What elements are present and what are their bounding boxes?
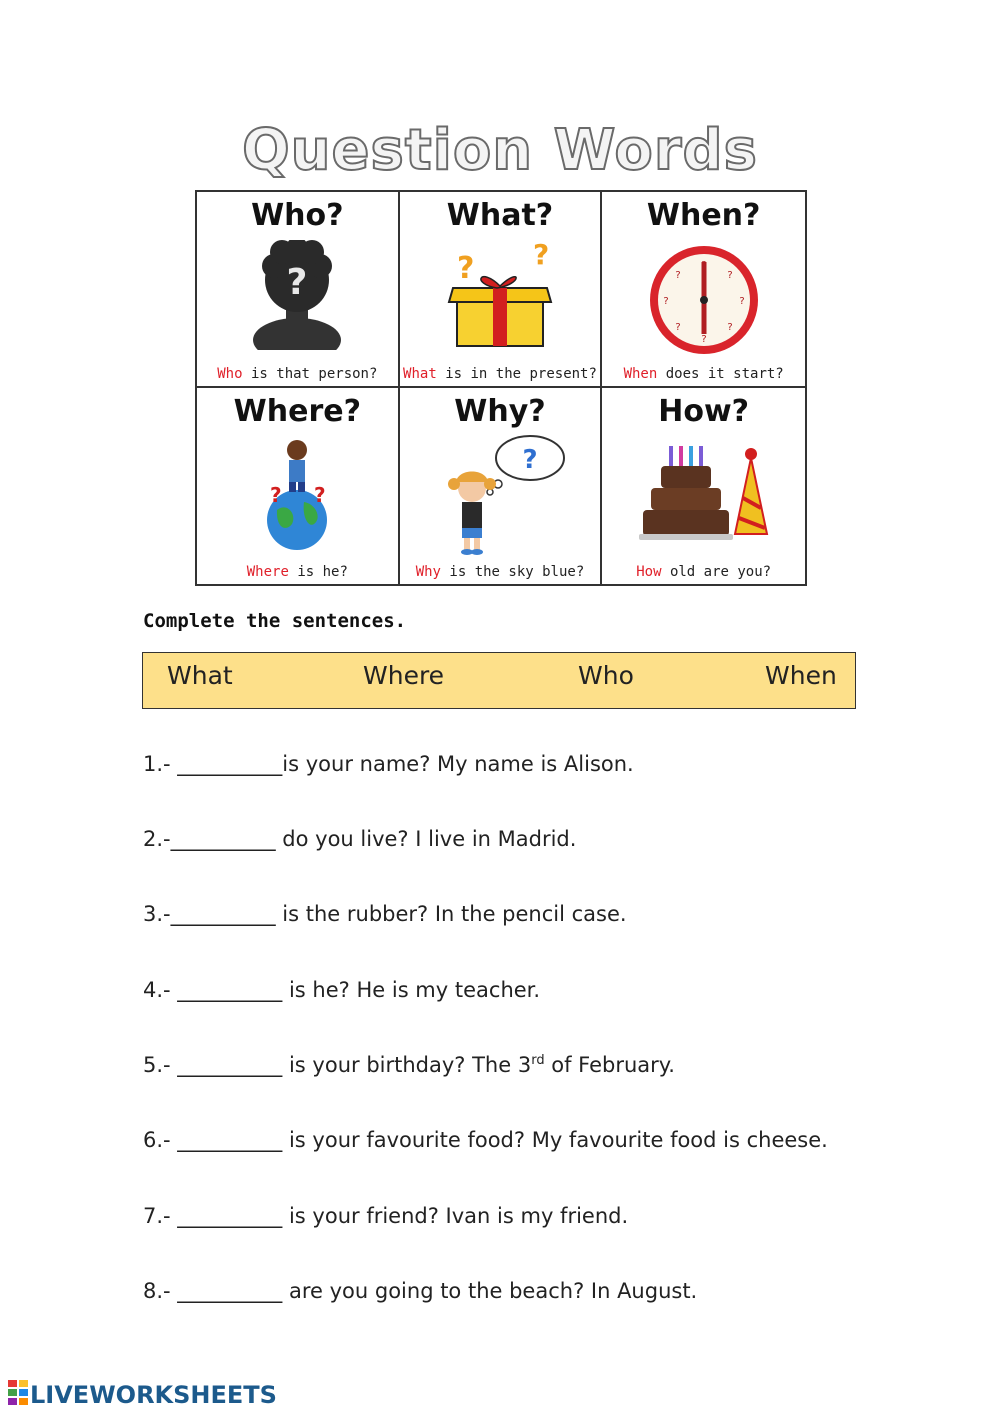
instruction-text: Complete the sentences.: [143, 610, 407, 632]
word-bank-item: Who: [578, 661, 634, 690]
svg-text:?: ?: [314, 483, 326, 507]
card-caption: Where is he?: [246, 564, 348, 580]
card-caption: When does it start?: [623, 366, 784, 382]
answer-blank[interactable]: __________: [170, 827, 276, 851]
card-heading: When?: [646, 198, 761, 233]
word-bank-item: Where: [363, 661, 445, 690]
answer-blank[interactable]: __________: [177, 752, 283, 776]
answer-blank[interactable]: __________: [177, 1204, 283, 1228]
sentence-8: 8.- __________ are you going to the beach? In August.: [143, 1279, 698, 1303]
card-caption: Who is that person?: [217, 366, 378, 382]
svg-text:?: ?: [675, 270, 681, 281]
answer-blank[interactable]: __________: [170, 902, 276, 926]
card-heading: Where?: [233, 394, 361, 429]
person-silhouette-icon: [242, 240, 352, 354]
birthday-cake-icon: [639, 438, 769, 552]
card-when: [602, 192, 805, 388]
card-caption: What is in the present?: [403, 366, 597, 382]
liveworksheets-logo-icon: [8, 1380, 28, 1410]
sentence-6: 6.- __________ is your favourite food? My favourite food is cheese.: [143, 1128, 828, 1152]
sentence-4: 4.- __________ is he? He is my teacher.: [143, 978, 541, 1002]
svg-text:?: ?: [286, 262, 308, 303]
card-caption: How old are you?: [636, 564, 772, 580]
sentence-2: 2.-__________ do you live? I live in Madrid.: [143, 827, 577, 851]
answer-blank[interactable]: __________: [177, 1279, 283, 1303]
svg-text:?: ?: [727, 270, 733, 281]
svg-text:?: ?: [522, 445, 538, 475]
answer-blank[interactable]: __________: [177, 1053, 283, 1077]
sentence-1: 1.- __________is your name? My name is Alison.: [143, 752, 634, 776]
svg-text:?: ?: [663, 296, 669, 307]
clock-icon: [646, 240, 762, 360]
card-who: [197, 192, 400, 388]
card-heading: Why?: [454, 394, 546, 429]
svg-text:?: ?: [675, 322, 681, 333]
sentence-7: 7.- __________ is your friend? Ivan is my friend.: [143, 1204, 629, 1228]
footer-brand: LIVEWORKSHEETS: [30, 1381, 277, 1409]
card-caption: Why is the sky blue?: [415, 564, 585, 580]
answer-blank[interactable]: __________: [177, 1128, 283, 1152]
svg-text:?: ?: [456, 251, 475, 286]
svg-text:?: ?: [701, 334, 707, 345]
card-how: [602, 388, 805, 584]
svg-text:?: ?: [727, 322, 733, 333]
svg-text:?: ?: [739, 296, 745, 307]
sentence-5: 5.- __________ is your birthday? The 3rd of February.: [143, 1053, 675, 1077]
card-heading: Who?: [251, 198, 344, 233]
card-where: [197, 388, 400, 584]
card-heading: What?: [446, 198, 554, 233]
word-bank: [142, 652, 856, 709]
svg-text:?: ?: [532, 240, 550, 271]
svg-text:?: ?: [270, 483, 282, 507]
gift-box-icon: [435, 240, 565, 354]
sentence-3: 3.-__________ is the rubber? In the pencil case.: [143, 902, 627, 926]
word-bank-item: When: [765, 661, 837, 690]
answer-blank[interactable]: __________: [177, 978, 283, 1002]
thinking-girl-icon: [430, 432, 570, 560]
card-why: [400, 388, 603, 584]
boy-on-globe-icon: [242, 432, 352, 556]
word-bank-item: What: [167, 661, 233, 690]
svg-text:?: ?: [701, 260, 707, 271]
card-what: [400, 192, 603, 388]
question-words-grid: [195, 190, 807, 586]
footer-logo[interactable]: [8, 1380, 277, 1410]
card-heading: How?: [658, 394, 750, 429]
worksheet-title: Question Words: [242, 118, 758, 183]
